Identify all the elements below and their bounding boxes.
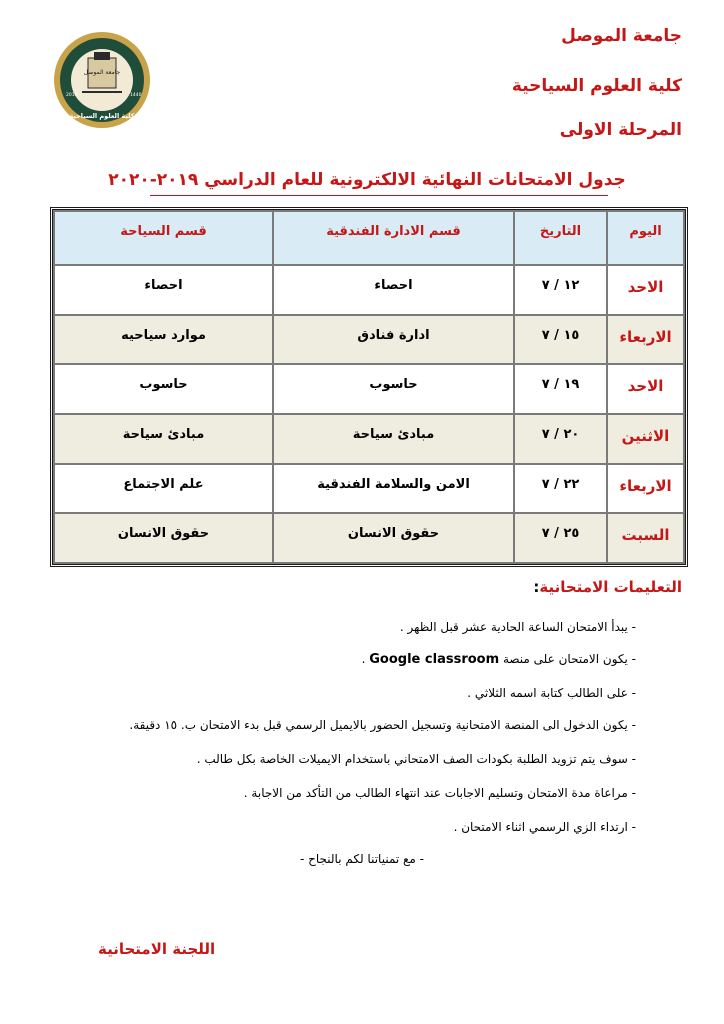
header-date: التاريخ	[514, 211, 607, 265]
instruction-item: - يكون الدخول الى المنصة الامتحانية وتسجيل الحضور بالايميل الرسمي قبل بدء الامتحان ب. ١٥ دقيقة.	[129, 718, 636, 732]
instruction-item: - يبدأ الامتحان الساعة الحادية عشر قبل الظهر .	[399, 620, 636, 634]
row-hotel-subject: احصاء	[273, 265, 514, 315]
table-row	[54, 513, 684, 563]
row-date: ٢٥ / ٧	[514, 513, 607, 563]
row-day: الاثنين	[607, 414, 684, 464]
row-day: الاربعاء	[607, 315, 684, 365]
row-date: ١٥ / ٧	[514, 315, 607, 365]
row-hotel-subject: حاسوب	[273, 364, 514, 414]
table-row	[54, 265, 684, 315]
header-tourism-dept: قسم السياحة	[54, 211, 273, 265]
table-row	[54, 464, 684, 514]
row-day: الاربعاء	[607, 464, 684, 514]
row-tourism-subject: علم الاجتماع	[54, 464, 273, 514]
row-day: الاحد	[607, 364, 684, 414]
row-tourism-subject: حاسوب	[54, 364, 273, 414]
university-name: جامعة الموصل	[561, 26, 682, 46]
row-tourism-subject: مبادئ سياحة	[54, 414, 273, 464]
instructions-colon: :	[533, 578, 540, 596]
table-row	[54, 414, 684, 464]
instruction-item	[362, 652, 636, 667]
row-tourism-subject: موارد سياحيه	[54, 315, 273, 365]
college-seal-logo	[52, 30, 152, 130]
closing-wish: - مع تمنياتنا لكم بالنجاح -	[299, 852, 424, 866]
seal-bottom-text: كلية العلوم السياحية	[69, 112, 135, 120]
instruction-text: - يكون الامتحان على منصة	[502, 652, 636, 666]
row-date: ٢٢ / ٧	[514, 464, 607, 514]
platform-name: Google classroom	[369, 652, 500, 667]
row-date: ١٢ / ٧	[514, 265, 607, 315]
seal-top-text: جامعة الموصل	[83, 69, 121, 76]
instruction-item: - سوف يتم تزويد الطلبة بكودات الصف الامتحاني باستخدام الايميلات الخاصة بكل طالب .	[196, 752, 636, 766]
row-hotel-subject: مبادئ سياحة	[273, 414, 514, 464]
title-underline	[150, 195, 608, 196]
row-hotel-subject: ادارة فنادق	[273, 315, 514, 365]
table-row	[54, 364, 684, 414]
row-day: الاحد	[607, 265, 684, 315]
header-day: اليوم	[607, 211, 684, 265]
row-date: ١٩ / ٧	[514, 364, 607, 414]
college-name: كلية العلوم السياحية	[511, 76, 682, 96]
row-date: ٢٠ / ٧	[514, 414, 607, 464]
instruction-item: - مراعاة مدة الامتحان وتسليم الاجابات عند انتهاء الطالب من التأكد من الاجابة .	[243, 786, 636, 800]
header-hotel-dept: قسم الادارة الفندقية	[273, 211, 514, 265]
seal-year-left: 2019	[66, 93, 78, 98]
row-tourism-subject: حقوق الانسان	[54, 513, 273, 563]
exam-schedule-table	[50, 207, 688, 567]
schedule-title: جدول الامتحانات النهائية الالكترونية للعام الدراسي ٢٠١٩-٢٠٢٠	[108, 170, 626, 190]
seal-year-right: 1440	[130, 93, 142, 98]
row-hotel-subject: الامن والسلامة الفندقية	[273, 464, 514, 514]
instructions-heading	[533, 578, 682, 596]
seal-tower-icon	[94, 52, 110, 60]
table-row	[54, 315, 684, 365]
row-day: السبت	[607, 513, 684, 563]
instruction-item: - على الطالب كتابة اسمه الثلاثي .	[467, 686, 636, 700]
instructions-title: التعليمات الامتحانية	[539, 578, 682, 596]
row-tourism-subject: احصاء	[54, 265, 273, 315]
instruction-item: - ارتداء الزي الرسمي اثناء الامتحان .	[453, 820, 636, 834]
row-hotel-subject: حقوق الانسان	[273, 513, 514, 563]
stage-label: المرحلة الاولى	[559, 120, 682, 140]
instruction-end: .	[361, 652, 366, 666]
exam-committee-signature: اللجنة الامتحانية	[98, 940, 216, 958]
